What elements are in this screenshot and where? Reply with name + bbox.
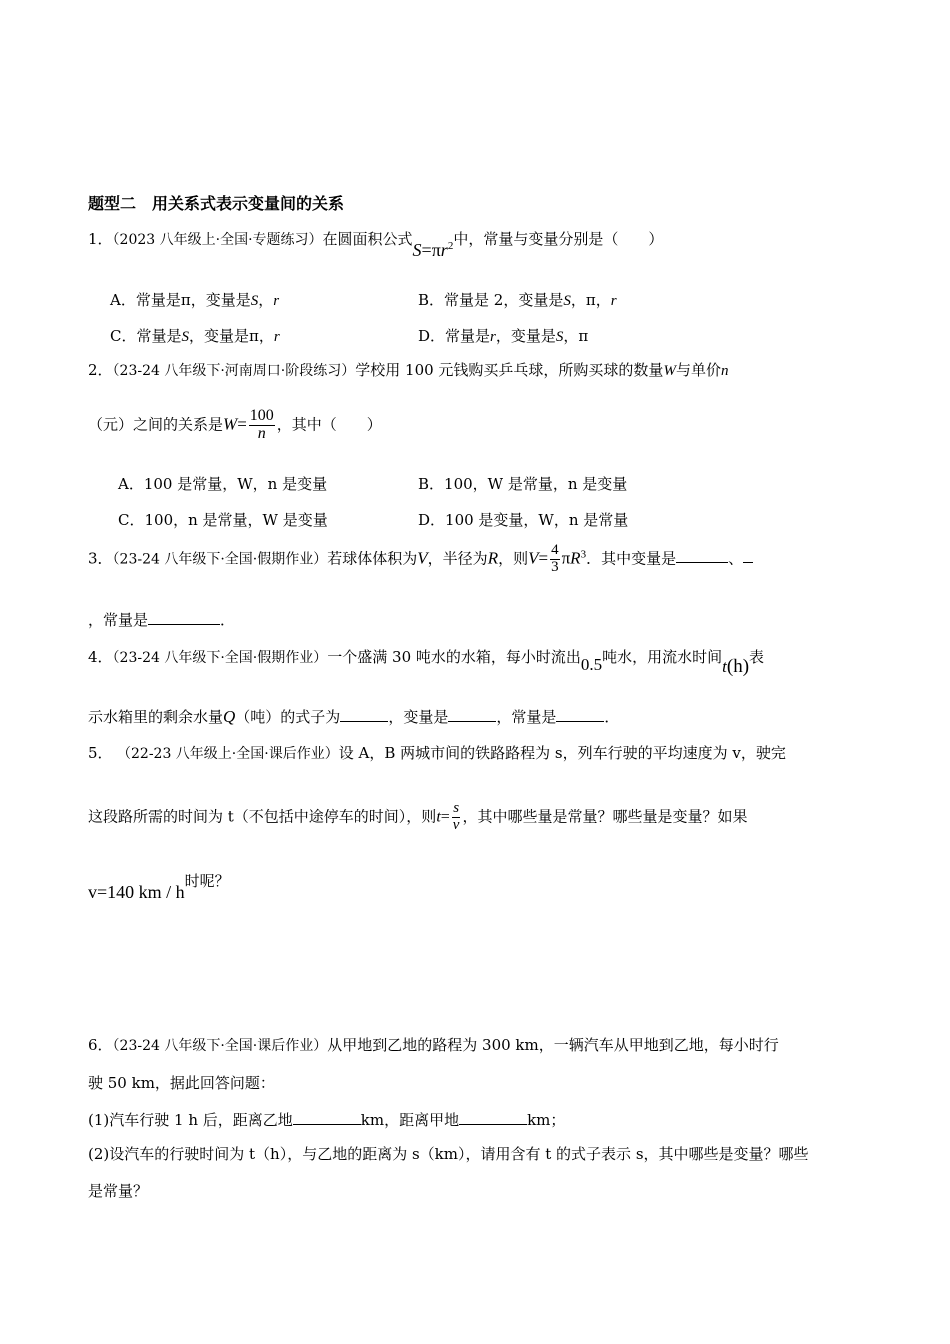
question-6-part-2: (2)设汽车的行驶时间为 t（h），与乙地的距离为 s（km），请用含有 t 的式子表示 s，其中哪些是变量？哪些 <box>88 1145 809 1163</box>
question-6-part-2-line2: 是常量？ <box>88 1182 149 1200</box>
option-b[interactable]: B．常量是 2，变量是S，π，r <box>418 291 617 309</box>
question-5-text: （22-23 八年级上·全国·课后作业）设 A，B 两城市间的铁路路程为 s，列车行驶的平均速度为 v，驶完 <box>117 744 786 762</box>
question-2-stem-line2: （元）之间的关系是W= $\frac{100}{n}$ ，其中（ ） <box>88 407 382 442</box>
question-5-stem: 5． <box>88 744 113 762</box>
answer-blank[interactable] <box>293 1110 361 1125</box>
fraction: $\frac{100}{n}$ <box>249 407 274 442</box>
question-5-stem-line2: 这段路所需的时间为 t（不包括中途停车的时间），则t= $\frac{s}{v}$ ，其中哪些量是常量？哪些量是变量？如果 <box>88 800 748 833</box>
option-d[interactable]: D．常量是r，变量是S，π <box>418 327 589 345</box>
question-3-stem-line2: ，常量是 ． <box>88 611 236 629</box>
question-number: 1． <box>88 230 113 248</box>
fraction: $\frac{4}{3}$ <box>551 542 559 575</box>
question-6-stem: 6．（23-24 八年级下·全国·课后作业）从甲地到乙地的路程为 300 km，一辆汽车从甲地到乙地，每小时行 <box>88 1036 779 1054</box>
option-b[interactable]: B．100，W 是常量，n 是变量 <box>418 475 628 493</box>
question-6-stem-line2: 驶 50 km，据此回答问题： <box>88 1074 275 1092</box>
question-2-stem: 2．（23-24 八年级下·河南周口·阶段练习）学校用 100 元钱购买乒乓球，所购买球的数量W与单价n <box>88 361 729 379</box>
answer-blank[interactable] <box>459 1110 527 1125</box>
question-source: （2023 八年级上·全国·专题练习） <box>112 232 323 248</box>
answer-blank[interactable] <box>676 548 728 563</box>
question-4-stem-line2: 示水箱里的剩余水量Q（吨）的式子为 ，变量是 ，常量是 ． <box>88 707 620 726</box>
answer-blank[interactable] <box>743 548 753 563</box>
answer-blank[interactable] <box>556 707 604 722</box>
formula-area: $S=\pi r^2$ <box>412 240 454 260</box>
question-text-tail: 中，常量与变量分别是（ ） <box>453 230 664 248</box>
fraction: $\frac{s}{v}$ <box>452 800 460 833</box>
answer-blank[interactable] <box>340 707 388 722</box>
option-a[interactable]: A．100 是常量，W，n 是变量 <box>118 475 328 493</box>
option-a[interactable]: A．常量是π，变量是S，r <box>110 291 280 309</box>
question-4-stem: 4．（23-24 八年级下·全国·假期作业）一个盛满 30 吨水的水箱，每小时流出0.5吨水，用流水时间t(h)表 <box>88 648 765 677</box>
section-title: 题型二 用关系式表示变量间的关系 <box>88 194 345 213</box>
answer-blank[interactable] <box>448 707 496 722</box>
question-5-stem-line3: v=140 km / h时呢？ <box>88 872 230 902</box>
option-c[interactable]: C．常量是S，变量是π，r <box>110 327 280 345</box>
question-3-stem: 3．（23-24 八年级下·全国·假期作业）若球体体积为V，半径为R，则V= $\frac{4}{3}$ $\pi R^3$．其中变量是 、 <box>88 543 753 576</box>
question-text: 在圆面积公式 <box>322 230 413 248</box>
question-6-part-1: (1)汽车行驶 1 h 后，距离乙地 km，距离甲地 km； <box>88 1111 566 1129</box>
option-d[interactable]: D．100 是变量，W，n 是常量 <box>418 511 629 529</box>
question-1-stem <box>88 228 664 260</box>
option-c[interactable]: C．100，n 是常量，W 是变量 <box>118 511 328 529</box>
answer-blank[interactable] <box>148 610 220 625</box>
